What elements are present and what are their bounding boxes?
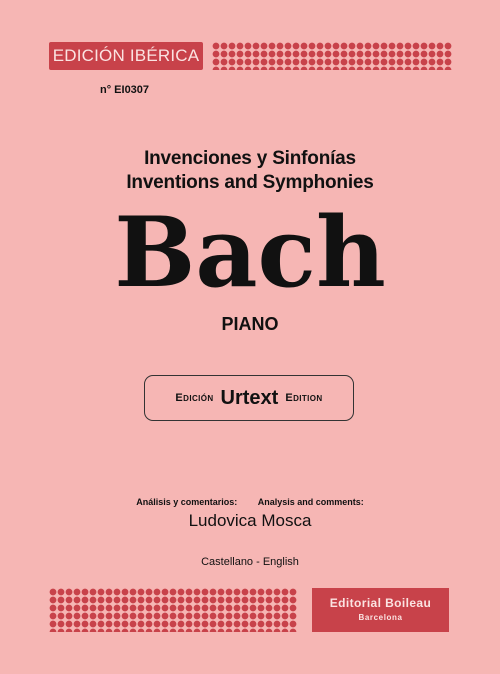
- edition-prefix: Edición: [175, 392, 214, 404]
- publisher-name: Editorial Boileau: [329, 596, 432, 610]
- author-name: Ludovica Mosca: [188, 511, 312, 530]
- publisher-badge: [312, 588, 449, 632]
- publisher-city: Barcelona: [358, 613, 403, 622]
- dot-pattern-bottom: [49, 588, 297, 632]
- credits-label-english: Analysis and comments:: [257, 497, 364, 507]
- dot-pattern-top: [212, 42, 452, 70]
- title-spanish: Invenciones y Sinfonías: [144, 148, 356, 169]
- edition-suffix: Edition: [285, 392, 323, 404]
- instrument-label: PIANO: [221, 314, 279, 334]
- catalog-number: n° EI0307: [100, 84, 150, 96]
- edition-name: Urtext: [220, 386, 279, 409]
- composer-name: Bach: [114, 196, 386, 309]
- credits-labels: [0, 497, 500, 507]
- series-badge: EDICIÓN IBÉRICA: [49, 42, 203, 70]
- edition-box: [144, 375, 354, 421]
- credits-label-spanish: Análisis y comentarios:: [136, 497, 238, 507]
- title-english: Inventions and Symphonies: [126, 172, 374, 193]
- composer-name-blackletter: [114, 196, 386, 309]
- languages-line: Castellano - English: [201, 556, 299, 568]
